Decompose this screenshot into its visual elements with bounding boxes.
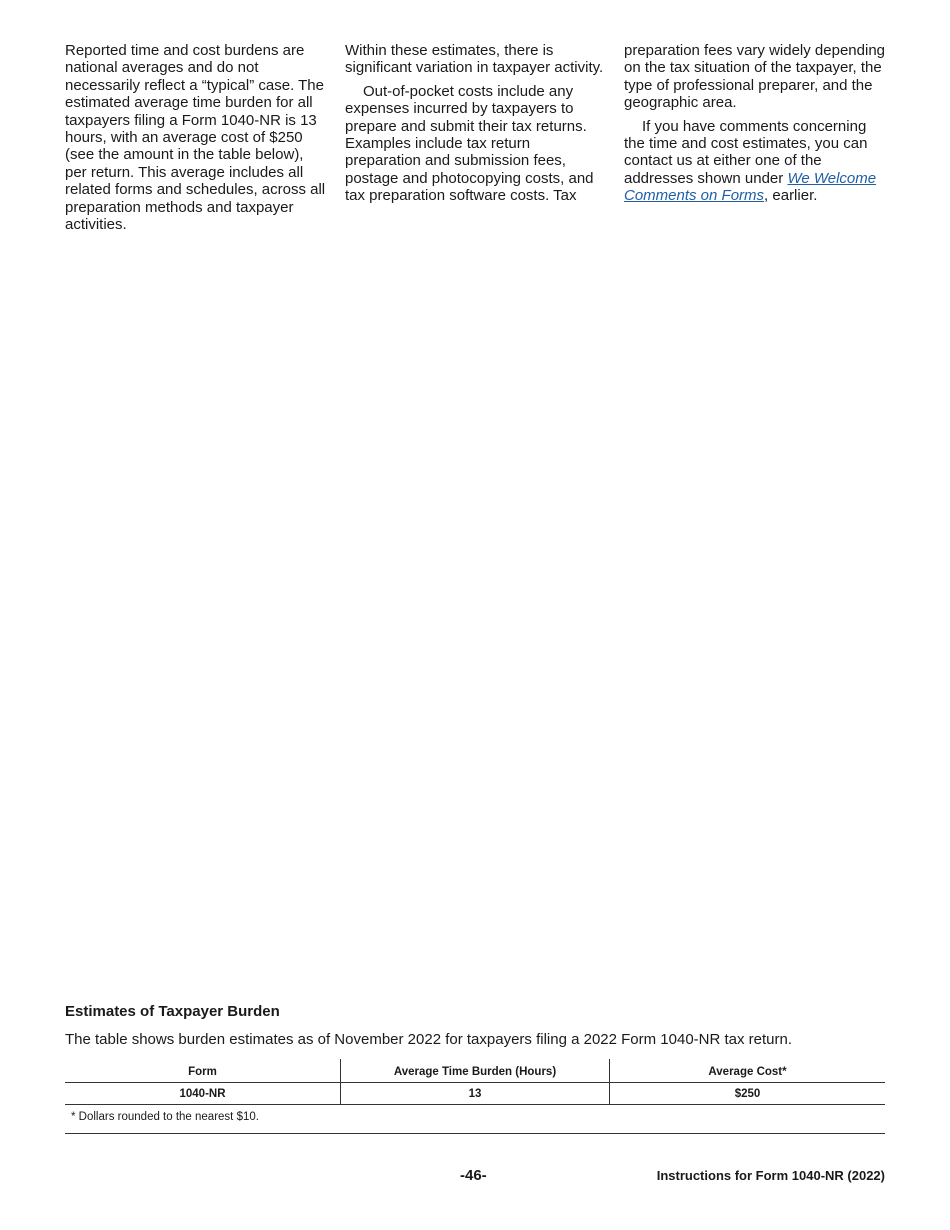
page-footer bbox=[65, 1167, 885, 1187]
paragraph-preparation-fees: preparation fees vary widely depending on the tax situation of the taxpayer, the type of professional preparer, and the geographic area. bbox=[624, 42, 885, 112]
burden-section-description: The table shows burden estimates as of November 2022 for taxpayers filing a 2022 Form 1040-NR tax return. bbox=[65, 1031, 793, 1048]
column-3 bbox=[624, 42, 885, 233]
document-title: Instructions for Form 1040-NR (2022) bbox=[656, 1168, 885, 1183]
table-row bbox=[65, 1083, 885, 1105]
cell-average-time-burden: 13 bbox=[341, 1083, 610, 1105]
comments-text-before: If you have comments concerning the time and cost estimates, you can contact us at either one of the addresses shown under bbox=[624, 117, 868, 187]
body-columns bbox=[65, 42, 885, 233]
header-average-time-burden: Average Time Burden (Hours) bbox=[341, 1059, 610, 1083]
paragraph-comments bbox=[624, 118, 885, 205]
paragraph-burden-averages: Reported time and cost burdens are national averages and do not necessarily reflect a “typical” case. The estimated average time burden for all taxpayers filing a Form 1040-NR is 13 hours, with an average cost of $250 (see the amount in the table below), per return. This average includes all related forms and schedules, across all preparation methods and taxpayer activities. bbox=[65, 42, 326, 234]
header-average-cost: Average Cost* bbox=[610, 1059, 886, 1083]
burden-table bbox=[65, 1059, 885, 1105]
taxpayer-burden-section bbox=[65, 1003, 885, 1134]
burden-section-title: Estimates of Taxpayer Burden bbox=[65, 1003, 280, 1020]
paragraph-out-of-pocket: Out-of-pocket costs include any expenses incurred by taxpayers to prepare and submit their tax returns. Examples include tax return preparation and submission fees, postage and photocopying costs, and tax preparation software costs. Tax bbox=[345, 82, 594, 205]
page-number: -46- bbox=[460, 1167, 487, 1184]
cell-form: 1040-NR bbox=[65, 1083, 341, 1105]
we-welcome-comments-link[interactable]: We Welcome Comments on Forms bbox=[624, 169, 877, 205]
column-2 bbox=[345, 42, 607, 233]
paragraph-variation: Within these estimates, there is significant variation in taxpayer activity. bbox=[345, 42, 604, 77]
column-1 bbox=[65, 42, 327, 233]
header-form: Form bbox=[65, 1059, 341, 1083]
cell-average-cost: $250 bbox=[610, 1083, 886, 1105]
comments-text-after: , earlier. bbox=[764, 187, 818, 205]
burden-table-header-row bbox=[65, 1059, 885, 1083]
table-footnote: * Dollars rounded to the nearest $10. bbox=[65, 1105, 885, 1134]
